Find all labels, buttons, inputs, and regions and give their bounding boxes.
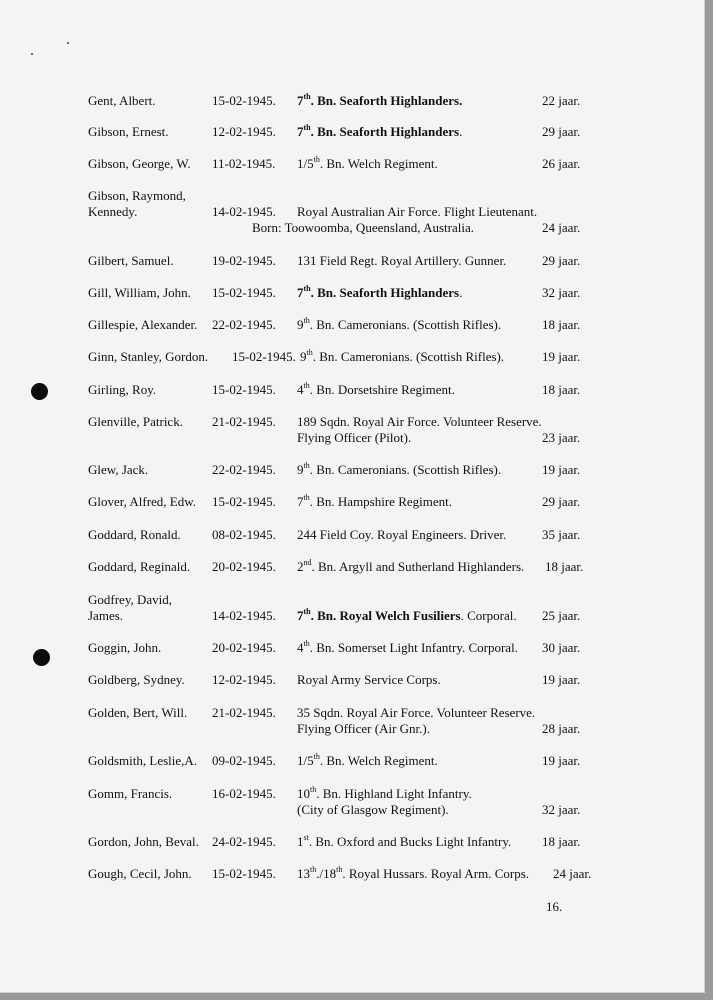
entry-date: 20-02-1945. (212, 559, 276, 574)
entry-date: 11-02-1945. (212, 156, 276, 171)
entry-date: 12-02-1945. (212, 672, 276, 687)
entry-unit: 7th. Bn. Royal Welch Fusiliers. Corporal. (297, 606, 517, 623)
entry-date: 22-02-1945. (212, 462, 276, 477)
entry-date: 15-02-1945. (232, 349, 296, 364)
entry-name: Goddard, Ronald. (88, 527, 181, 542)
entry-name: Goggin, John. (88, 640, 162, 655)
entry-name: Gibson, George, W. (88, 156, 191, 171)
entry-date: 21-02-1945. (212, 414, 276, 429)
entry-name: Gough, Cecil, John. (88, 866, 192, 881)
entry-name-cont: James. (88, 608, 124, 623)
entry-unit: 4th. Bn. Dorsetshire Regiment. (297, 380, 455, 397)
entry-name: Girling, Roy. (88, 382, 157, 397)
entry-unit: 13th./18th. Royal Hussars. Royal Arm. Corps. (297, 864, 530, 881)
entry-unit: 4th. Bn. Somerset Light Infantry. Corporal. (297, 638, 518, 655)
entry-name: Goldberg, Sydney. (88, 672, 185, 687)
entry-date: 12-02-1945. (212, 124, 276, 139)
entry-name: Gordon, John, Beval. (88, 834, 199, 849)
entry-unit: Royal Australian Air Force. Flight Lieutenant. (297, 204, 538, 219)
scan-speck (31, 53, 33, 55)
entry-unit-cont: Flying Officer (Pilot). (297, 430, 412, 445)
entry-date: 24-02-1945. (212, 834, 276, 849)
entry-name: Gill, William, John. (88, 285, 191, 300)
entry-age: 22 jaar. (542, 93, 581, 108)
entry-age: 18 jaar. (542, 382, 581, 397)
entry-date: 16-02-1945. (212, 786, 276, 801)
page-number: 16. (546, 899, 563, 914)
entry-date: 15-02-1945. (212, 285, 276, 300)
entry-unit: 189 Sqdn. Royal Air Force. Volunteer Reserve. (297, 414, 542, 429)
entry-age: 19 jaar. (542, 672, 581, 687)
entry-name: Golden, Bert, Will. (88, 705, 188, 720)
entry-unit: 9th. Bn. Cameronians. (Scottish Rifles). (297, 460, 502, 477)
entry-name: Goddard, Reginald. (88, 559, 191, 574)
entry-name: Glover, Alfred, Edw. (88, 494, 197, 509)
entry-unit: 7th. Bn. Seaforth Highlanders. (297, 91, 463, 108)
entry-age: 18 jaar. (542, 834, 581, 849)
entry-age: 35 jaar. (542, 527, 581, 542)
entry-name: Godfrey, David, (88, 592, 172, 607)
entry-age: 26 jaar. (542, 156, 581, 171)
entry-date: 08-02-1945. (212, 527, 276, 542)
entry-age: 18 jaar. (545, 559, 584, 574)
entry-unit: 35 Sqdn. Royal Air Force. Volunteer Reserve. (297, 705, 536, 720)
entry-date: 21-02-1945. (212, 705, 276, 720)
entry-age: 23 jaar. (542, 430, 581, 445)
entry-name-cont: Kennedy. (88, 204, 138, 219)
entry-name: Gent, Albert. (88, 93, 156, 108)
entry-date: 15-02-1945. (212, 93, 276, 108)
entry-birthplace: Born: Toowoomba, Queensland, Australia. (252, 220, 474, 235)
entry-name: Glew, Jack. (88, 462, 149, 477)
entry-date: 20-02-1945. (212, 640, 276, 655)
entry-age: 29 jaar. (542, 253, 581, 268)
entry-unit: Royal Army Service Corps. (297, 672, 441, 687)
entry-unit: 9th. Bn. Cameronians. (Scottish Rifles). (297, 315, 502, 332)
entry-name: Gibson, Ernest. (88, 124, 169, 139)
entry-age: 29 jaar. (542, 124, 581, 139)
entry-date: 14-02-1945. (212, 608, 276, 623)
entry-unit: 244 Field Coy. Royal Engineers. Driver. (297, 527, 507, 542)
entry-unit: 7th. Bn. Seaforth Highlanders. (297, 122, 463, 139)
entry-age: 18 jaar. (542, 317, 581, 332)
entry-unit: 2nd. Bn. Argyll and Sutherland Highlanders. (297, 557, 525, 574)
entry-age: 25 jaar. (542, 608, 581, 623)
entry-name: Gibson, Raymond, (88, 188, 186, 203)
entry-date: 09-02-1945. (212, 753, 276, 768)
entry-date: 15-02-1945. (212, 494, 276, 509)
entry-date: 15-02-1945. (212, 866, 276, 881)
entry-unit: 131 Field Regt. Royal Artillery. Gunner. (297, 253, 507, 268)
entry-age: 28 jaar. (542, 721, 581, 736)
entry-date: 15-02-1945. (212, 382, 276, 397)
entry-age: 19 jaar. (542, 753, 581, 768)
entry-age: 30 jaar. (542, 640, 581, 655)
entry-unit: 9th. Bn. Cameronians. (Scottish Rifles). (300, 347, 505, 364)
entry-unit-cont: Flying Officer (Air Gnr.). (297, 721, 430, 736)
entry-unit: 1/5th. Bn. Welch Regiment. (297, 154, 438, 171)
entry-date: 22-02-1945. (212, 317, 276, 332)
punch-hole (33, 649, 50, 666)
entry-age: 32 jaar. (542, 285, 581, 300)
entry-name: Goldsmith, Leslie,A. (88, 753, 198, 768)
entry-age: 24 jaar. (542, 220, 581, 235)
entry-date: 14-02-1945. (212, 204, 276, 219)
entry-name: Glenville, Patrick. (88, 414, 183, 429)
entry-age: 32 jaar. (542, 802, 581, 817)
entry-unit: 1st. Bn. Oxford and Bucks Light Infantry. (297, 832, 512, 849)
punch-hole (31, 383, 48, 400)
entry-name: Ginn, Stanley, Gordon. (88, 349, 209, 364)
entry-unit: 10th. Bn. Highland Light Infantry. (297, 784, 472, 801)
entry-date: 19-02-1945. (212, 253, 276, 268)
entry-age: 19 jaar. (542, 349, 581, 364)
entry-unit: 7th. Bn. Seaforth Highlanders. (297, 283, 463, 300)
entry-unit: 1/5th. Bn. Welch Regiment. (297, 751, 438, 768)
entry-age: 29 jaar. (542, 494, 581, 509)
entry-age: 24 jaar. (553, 866, 592, 881)
entry-age: 19 jaar. (542, 462, 581, 477)
entry-unit: 7th. Bn. Hampshire Regiment. (297, 492, 452, 509)
entry-name: Gilbert, Samuel. (88, 253, 174, 268)
entry-name: Gomm, Francis. (88, 786, 173, 801)
scan-speck (67, 42, 69, 44)
entry-unit-cont: (City of Glasgow Regiment). (297, 802, 449, 817)
entry-name: Gillespie, Alexander. (88, 317, 198, 332)
